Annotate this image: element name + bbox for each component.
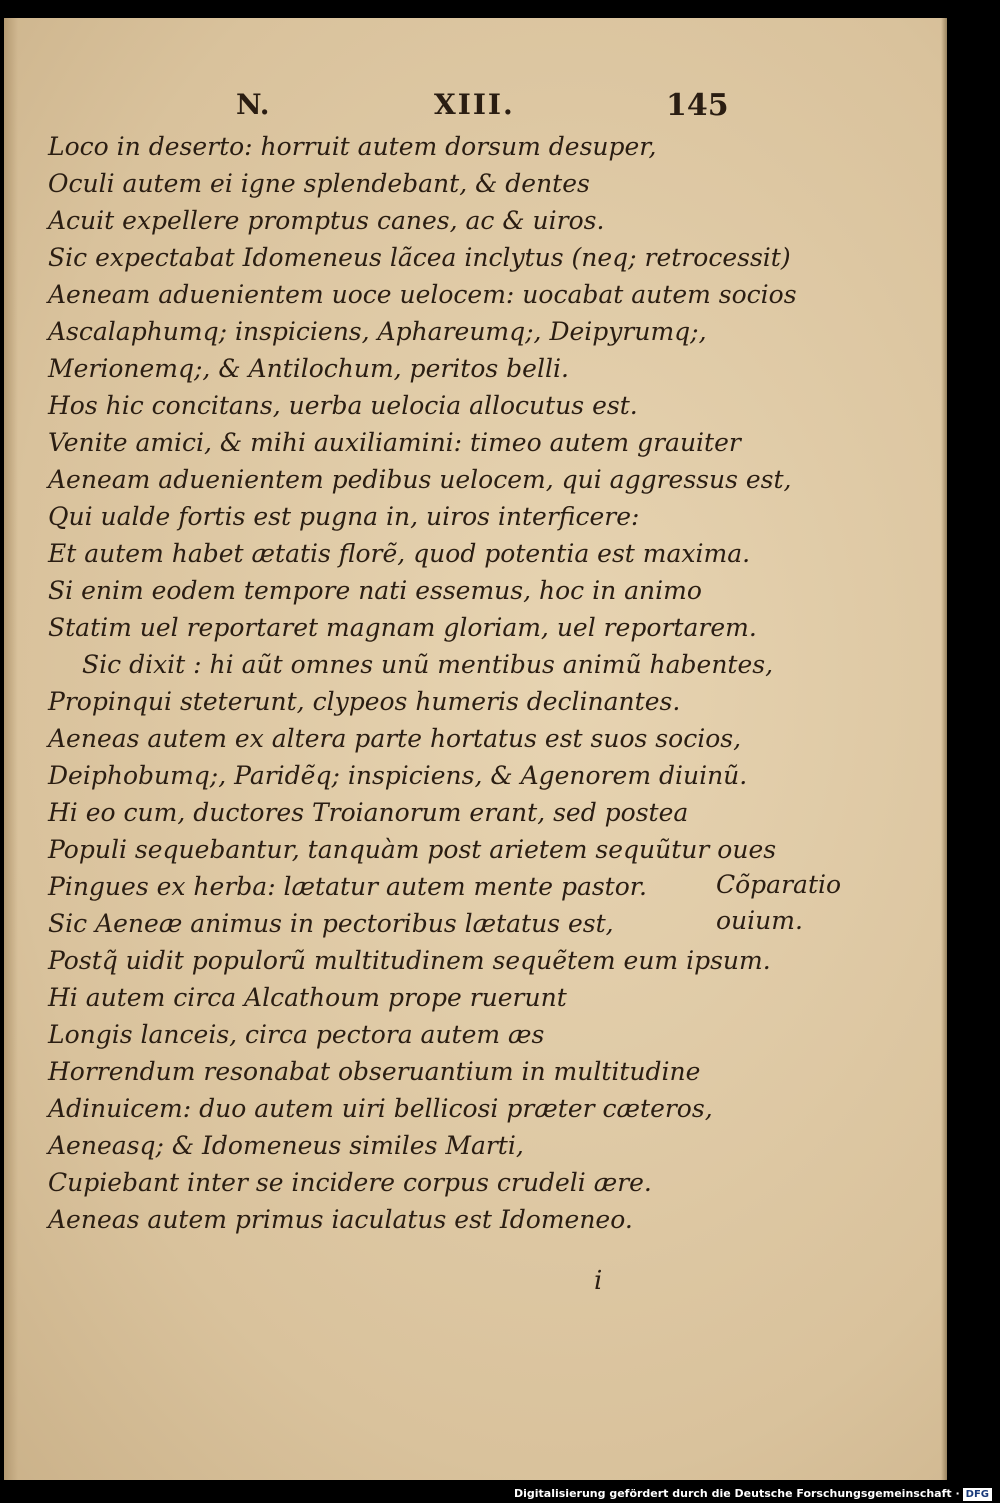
text-line: Longis lanceis, circa pectora autem æs [48, 1020, 545, 1049]
text-line: Aeneam aduenientem uoce uelocem: uocabat autem socios [48, 280, 797, 309]
text-line: Si enim eodem tempore nati essemus, hoc in animo [48, 576, 702, 605]
catchword: i [594, 1266, 603, 1296]
running-header [4, 88, 947, 128]
text-line: Cupiebant inter se incidere corpus crudeli ære. [48, 1168, 652, 1197]
text-line: Adinuicem: duo autem uiri bellicosi præter cæteros, [48, 1094, 713, 1123]
text-line: Sic expectabat Idomeneus lãcea inclytus (neq; retrocessit) [48, 243, 791, 272]
text-line: Sic dixit : hi aũt omnes unũ mentibus animũ habentes, [82, 650, 774, 679]
text-line: Hos hic concitans, uerba uelocia allocutus est. [48, 391, 638, 420]
book-page [4, 18, 947, 1480]
text-line: Acuit expellere promptus canes, ac & uiros. [48, 206, 605, 235]
text-line: Statim uel reportaret magnam gloriam, uel reportarem. [48, 613, 757, 642]
text-line: Aeneasq; & Idomeneus similes Marti, [48, 1131, 524, 1160]
header-book-number: XIII. [434, 88, 515, 121]
text-line: Aeneas autem ex altera parte hortatus est suos socios, [48, 724, 742, 753]
text-line: Merionemq;, & Antilochum, peritos belli. [48, 354, 569, 383]
text-line: Pingues ex herba: lætatur autem mente pastor. [48, 872, 647, 901]
marginal-note-line: ouium. [716, 906, 803, 935]
dfg-logo-icon: DFG [963, 1488, 992, 1501]
text-line: Hi eo cum, ductores Troianorum erant, sed postea [48, 798, 689, 827]
text-line: Venite amici, & mihi auxiliamini: timeo autem grauiter [48, 428, 741, 457]
text-line: Postq̃ uidit populorũ multitudinem sequẽtem eum ipsum. [48, 946, 771, 975]
header-signature: N. [236, 88, 270, 121]
text-line: Propinqui steterunt, clypeos humeris declinantes. [48, 687, 681, 716]
text-line: Qui ualde fortis est pugna in, uiros interficere: [48, 502, 640, 531]
marginal-note [716, 867, 856, 939]
text-line: Hi autem circa Alcathoum prope ruerunt [48, 983, 567, 1012]
text-line: Aeneam aduenientem pedibus uelocem, qui aggressus est, [48, 465, 792, 494]
text-line: Horrendum resonabat obseruantium in multitudine [48, 1057, 701, 1086]
text-line: Populi sequebantur, tanquàm post arietem sequũtur oues [48, 835, 777, 864]
folio-number: 145 [666, 88, 729, 123]
digitization-credit [514, 1487, 992, 1501]
text-line: Oculi autem ei igne splendebant, & dentes [48, 169, 590, 198]
marginal-note-line: Cõparatio [716, 870, 842, 899]
text-line: Aeneas autem primus iaculatus est Idomeneo. [48, 1205, 633, 1234]
page-edge-shadow-right [941, 18, 947, 1480]
text-line: Deiphobumq;, Paridẽq; inspiciens, & Agenorem diuinũ. [48, 761, 748, 790]
text-line: Sic Aeneæ animus in pectoribus lætatus est, [48, 909, 614, 938]
text-line: Ascalaphumq; inspiciens, Aphareumq;, Deipyrumq;, [48, 317, 707, 346]
credit-text: Digitalisierung gefördert durch die Deutsche Forschungsgemeinschaft · [513, 1487, 960, 1500]
text-line: Loco in deserto: horruit autem dorsum desuper, [48, 132, 657, 161]
text-line: Et autem habet ætatis florẽ, quod potentia est maxima. [48, 539, 751, 568]
page-edge-shadow-left [4, 18, 18, 1480]
